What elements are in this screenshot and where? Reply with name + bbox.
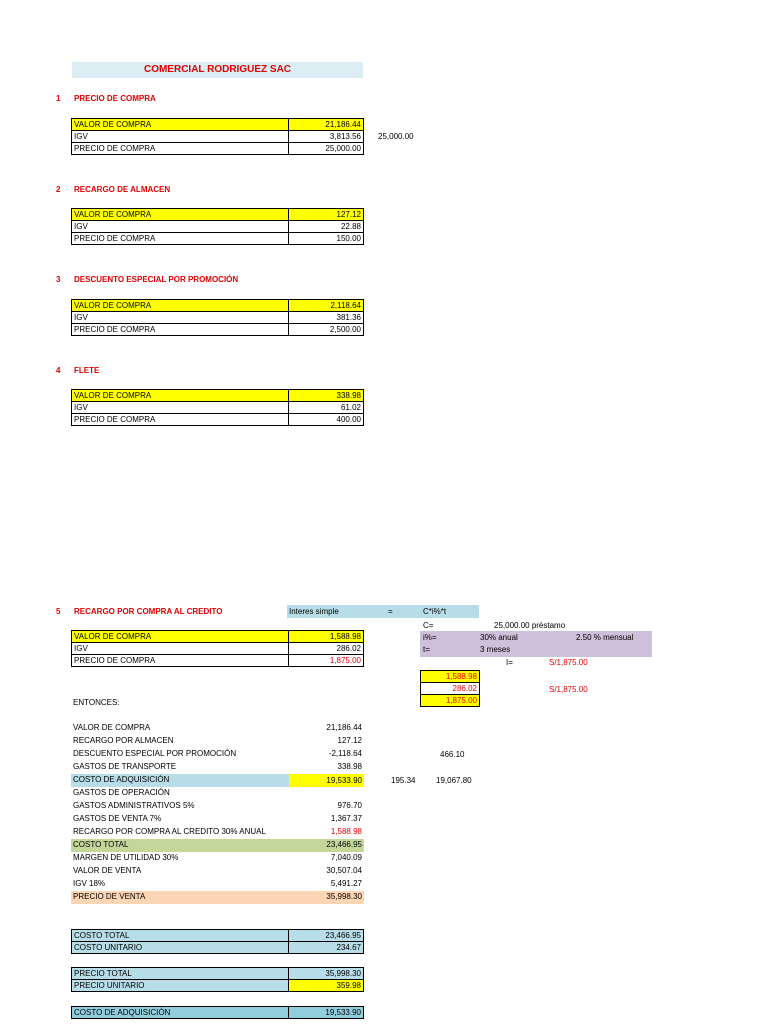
precio-summary-table (71, 967, 364, 992)
row-label[interactable]: COSTO DE ADQUISICIÓN (73, 775, 170, 784)
row-value[interactable]: 23,466.95 (326, 840, 362, 849)
cell-value[interactable]: 286.02 (289, 643, 364, 655)
cell-label[interactable]: PRECIO DE COMPRA (72, 414, 289, 426)
row-label[interactable]: GASTOS DE TRANSPORTE (73, 762, 177, 771)
cell-label[interactable]: VALOR DE COMPRA (72, 119, 289, 131)
row-value[interactable]: 1,367.37 (330, 814, 362, 823)
cell-value[interactable]: 21,186.44 (289, 119, 364, 131)
row-value[interactable]: 7,040.09 (330, 853, 362, 862)
promo-side-value[interactable]: 466.10 (440, 750, 465, 759)
breakdown-row-precio-venta (71, 891, 364, 904)
row-label[interactable]: RECARGO POR COMPRA AL CREDITO 30% ANUAL (73, 827, 266, 836)
section-5-title: RECARGO POR COMPRA AL CREDITO (74, 607, 223, 616)
cell-label[interactable]: PRECIO DE COMPRA (72, 233, 289, 245)
section-1-number: 1 (56, 94, 61, 103)
row-value[interactable]: 21,186.44 (326, 723, 362, 732)
interest-label[interactable]: Interes simple (289, 607, 339, 616)
cell-label[interactable]: COSTO UNITARIO (72, 942, 289, 954)
cell-value[interactable]: 19,533.90 (289, 1007, 364, 1019)
breakdown-row (71, 722, 364, 735)
cell-label[interactable]: PRECIO UNITARIO (72, 980, 289, 992)
breakdown-row-costo-adquisicion (71, 774, 364, 787)
cell-label[interactable]: PRECIO DE COMPRA (72, 324, 289, 336)
breakdown-row (71, 761, 364, 774)
breakdown-row (71, 735, 364, 748)
cell-value[interactable]: 25,000.00 (289, 143, 364, 155)
row-label[interactable]: COSTO TOTAL (73, 840, 129, 849)
cell-value[interactable]: 61.02 (289, 402, 364, 414)
cell-label[interactable]: IGV (72, 221, 289, 233)
breakdown-row (71, 813, 364, 826)
breakdown-list (71, 722, 364, 904)
cell-value[interactable]: 1,875.00 (289, 655, 364, 667)
cell-value[interactable]: 338.98 (289, 390, 364, 402)
section-4-title: FLETE (74, 366, 100, 375)
cell-value[interactable]: 381.36 (289, 312, 364, 324)
cell-value[interactable]: 400.00 (289, 414, 364, 426)
i-label[interactable]: i%= (423, 633, 437, 642)
cell-label[interactable]: VALOR DE COMPRA (72, 300, 289, 312)
cell-value[interactable]: 2,500.00 (289, 324, 364, 336)
cell-label[interactable]: IGV (72, 131, 289, 143)
breakdown-row (71, 852, 364, 865)
i-monthly[interactable]: 2.50 % mensual (576, 633, 634, 642)
adq-side-value-1[interactable]: 195.34 (391, 776, 416, 785)
row-value[interactable]: 1,588.98 (330, 827, 362, 836)
row-label[interactable]: GASTOS ADMINISTRATIVOS 5% (73, 801, 195, 810)
c-value[interactable]: 25,000.00 préstamo (494, 621, 566, 630)
breakdown-row (71, 878, 364, 891)
row-label[interactable]: IGV 18% (73, 879, 106, 888)
cell-value[interactable]: 35,998.30 (289, 968, 364, 980)
row-label[interactable]: VALOR DE COMPRA (73, 723, 151, 732)
breakdown-row-costo-total (71, 839, 364, 852)
t-value[interactable]: 3 meses (480, 645, 511, 654)
box-cell[interactable]: 1,588.98 (421, 671, 480, 683)
breakdown-row (71, 787, 364, 800)
costo-summary-table (71, 929, 364, 954)
cell-value[interactable]: 2,118.64 (289, 300, 364, 312)
section-1-table (71, 118, 364, 155)
cell-value[interactable]: 3,813.56 (289, 131, 364, 143)
t-label[interactable]: t= (423, 645, 430, 654)
cell-value[interactable]: 1,588.98 (289, 631, 364, 643)
cell-value[interactable]: 150.00 (289, 233, 364, 245)
adq-side-value-2[interactable]: 19,067.80 (436, 776, 472, 785)
cell-value[interactable]: 234.67 (289, 942, 364, 954)
c-label[interactable]: C= (423, 621, 434, 630)
side-value[interactable]: 25,000.00 (378, 132, 414, 141)
cell-label[interactable]: PRECIO DE COMPRA (72, 143, 289, 155)
cell-label[interactable]: PRECIO DE COMPRA (72, 655, 289, 667)
breakdown-row (71, 748, 364, 761)
box-cell[interactable]: 286.02 (421, 683, 480, 695)
adquisicion-summary-table (71, 1006, 364, 1019)
cell-label[interactable]: VALOR DE COMPRA (72, 209, 289, 221)
cell-label[interactable]: PRECIO TOTAL (72, 968, 289, 980)
breakdown-row (71, 865, 364, 878)
cell-label[interactable]: COSTO DE ADQUISICIÓN (72, 1007, 289, 1019)
section-2-title: RECARGO DE ALMACEN (74, 185, 171, 194)
interest-formula[interactable]: C*i%*t (423, 607, 447, 616)
row-value[interactable]: 338.98 (337, 762, 362, 771)
I-value[interactable]: S/1,875.00 (549, 658, 588, 667)
breakdown-row (71, 826, 364, 839)
section-2-number: 2 (56, 185, 61, 194)
row-label[interactable]: VALOR DE VENTA (73, 866, 142, 875)
row-value[interactable]: 30,507.04 (326, 866, 362, 875)
entonces-label: ENTONCES: (73, 698, 120, 707)
cell-value[interactable]: 22.88 (289, 221, 364, 233)
section-4-table (71, 389, 364, 426)
row-value[interactable]: 127.12 (337, 736, 362, 745)
row-value[interactable]: 19,533.90 (289, 774, 364, 787)
i-value[interactable]: 30% anual (480, 633, 518, 642)
row-label[interactable]: GASTOS DE OPERACIÓN (73, 788, 170, 797)
section-5-table (71, 630, 364, 667)
breakdown-row (71, 800, 364, 813)
cell-value[interactable]: 127.12 (289, 209, 364, 221)
page-title: COMERCIAL RODRIGUEZ SAC (72, 62, 363, 78)
box-cell[interactable]: 1,875.00 (421, 695, 480, 707)
section-3-table (71, 299, 364, 336)
section-2-table (71, 208, 364, 245)
row-label[interactable]: RECARGO POR ALMACEN (73, 736, 174, 745)
section-3-number: 3 (56, 275, 61, 284)
row-label[interactable]: PRECIO DE VENTA (73, 892, 146, 901)
cell-label[interactable]: IGV (72, 312, 289, 324)
section-1-title: PRECIO DE COMPRA (74, 94, 156, 103)
section-4-number: 4 (56, 366, 61, 375)
cell-label[interactable]: IGV (72, 643, 289, 655)
row-value[interactable]: 35,998.30 (326, 892, 362, 901)
row-label[interactable]: GASTOS DE VENTA 7% (73, 814, 162, 823)
cell-value[interactable]: 23,466.95 (289, 930, 364, 942)
cell-label[interactable]: VALOR DE COMPRA (72, 631, 289, 643)
row-value[interactable]: 5,491.27 (330, 879, 362, 888)
row-value[interactable]: -2,118.64 (328, 749, 362, 758)
interest-equals[interactable]: = (388, 607, 393, 616)
cell-label[interactable]: IGV (72, 402, 289, 414)
I-label[interactable]: I= (506, 658, 513, 667)
cell-label[interactable]: COSTO TOTAL (72, 930, 289, 942)
cell-value[interactable]: 359.98 (289, 980, 364, 992)
section-5-number: 5 (56, 607, 61, 616)
I-value-2[interactable]: S/1,875.00 (549, 685, 588, 694)
row-label[interactable]: DESCUENTO ESPECIAL POR PROMOCIÓN (73, 749, 237, 758)
row-value[interactable]: 976.70 (337, 801, 362, 810)
section-3-title: DESCUENTO ESPECIAL POR PROMOCIÓN (74, 275, 239, 284)
row-label[interactable]: MARGEN DE UTILIDAD 30% (73, 853, 179, 862)
cell-label[interactable]: VALOR DE COMPRA (72, 390, 289, 402)
interest-box (420, 670, 480, 707)
